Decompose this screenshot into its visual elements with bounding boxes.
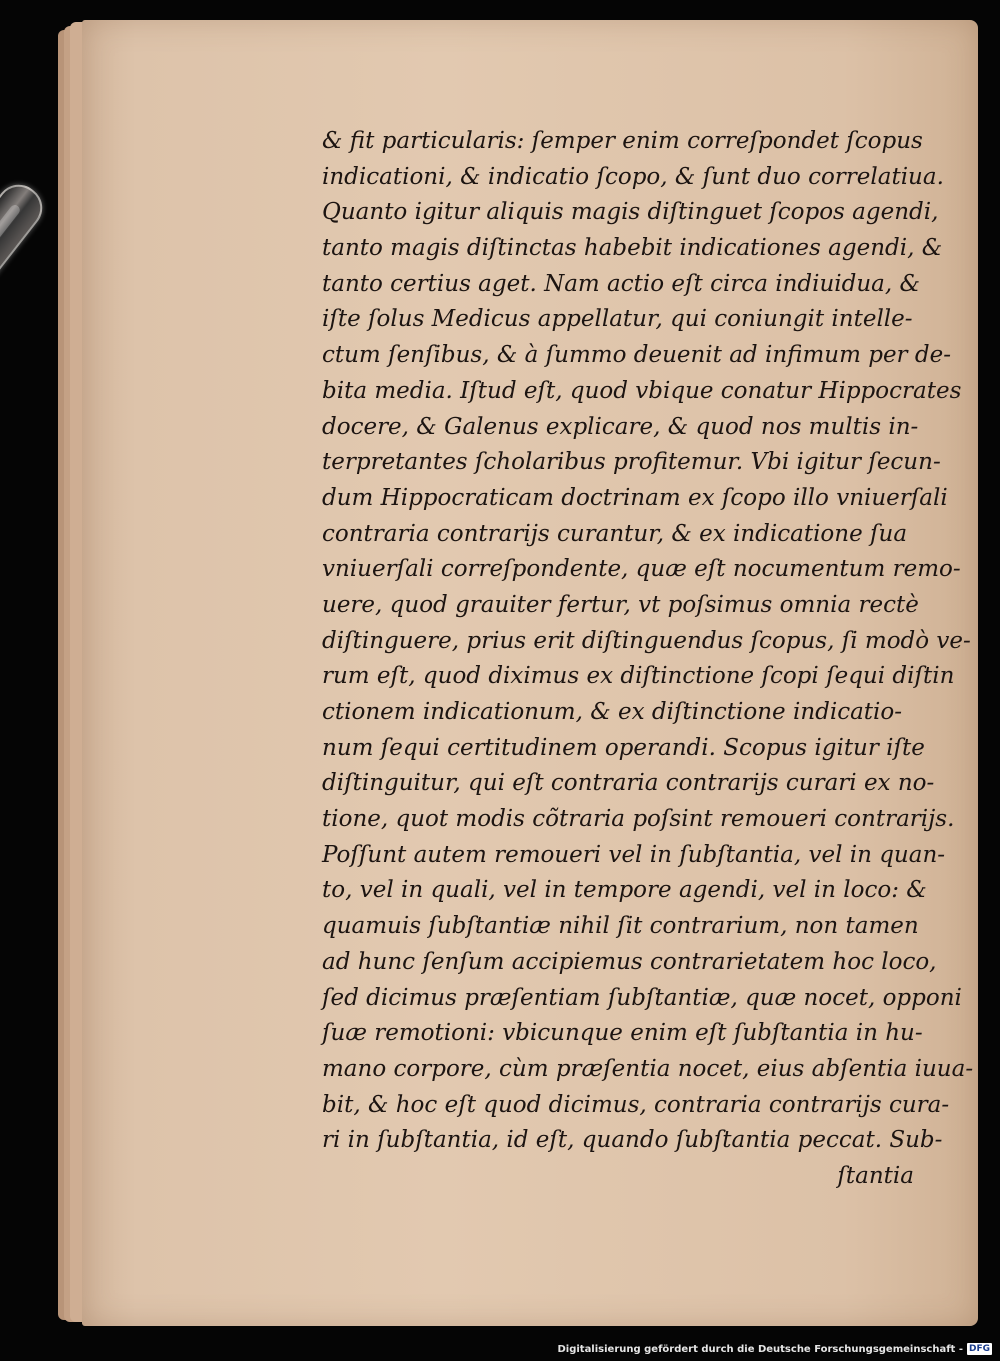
- text-line: tione, quot modis cõtraria poſsint remoueri contrarijs.: [322, 806, 955, 833]
- text-line: ri in ſubſtantia, id eſt, quando ſubſtantia peccat. Sub-: [322, 1127, 943, 1154]
- text-line: Poſſunt autem remoueri vel in ſubſtantia, vel in quan-: [322, 841, 946, 868]
- text-line: ctum ſenſibus, & à ſummo deuenit ad infimum per de-: [322, 342, 951, 369]
- page-text-block: [322, 124, 974, 1195]
- text-line: ctionem indicationum, & ex diſtinctione indicatio-: [322, 699, 903, 725]
- text-line: rum eſt, quod diximus ex diſtinctione ſcopi ſequi diſtin: [322, 663, 955, 690]
- dfg-logo: DFG: [968, 1344, 990, 1354]
- text-line: vniuerſali correſpondente, quæ eſt nocumentum remo-: [322, 556, 961, 583]
- text-line: Quanto igitur aliquis magis diſtinguet ſcopos agendi,: [322, 199, 939, 226]
- catchword: ſtantia: [837, 1162, 914, 1189]
- text-line: ad hunc ſenſum accipiemus contrarietatem hoc loco,: [322, 948, 937, 975]
- text-line: indicationi, & indicatio ſcopo, & ſunt duo correlatiua.: [322, 163, 944, 190]
- text-line: uere, quod grauiter fertur, vt poſsimus omnia rectè: [322, 591, 919, 618]
- text-line: diſtinguitur, qui eſt contraria contrarijs curari ex no-: [322, 770, 935, 797]
- text-line: num ſequi certitudinem operandi. Scopus igitur iſte: [322, 734, 925, 761]
- text-line: tanto magis diſtinctas habebit indicationes agendi, &: [322, 235, 943, 262]
- text-line: to, vel in quali, vel in tempore agendi, vel in loco: &: [322, 877, 927, 904]
- digitization-footer: [557, 1340, 992, 1358]
- text-line: bit, & hoc eſt quod dicimus, contraria contrarijs cura-: [322, 1091, 950, 1118]
- text-line: iſte ſolus Medicus appellatur, qui coniungit intelle-: [322, 306, 913, 333]
- text-line: tanto certius aget. Nam actio eſt circa indiuidua, &: [322, 270, 920, 297]
- glass-page-weight: [0, 176, 51, 404]
- text-line: mano corpore, cùm præſentia nocet, eius abſentia iuua-: [322, 1055, 974, 1082]
- text-line: ſuæ remotioni: vbicunque enim eſt ſubſtantia in hu-: [322, 1020, 923, 1047]
- text-line: contraria contrarijs curantur, & ex indicatione ſua: [322, 520, 908, 547]
- text-line: ſed dicimus præſentiam ſubſtantiæ, quæ nocet, opponi: [322, 984, 962, 1011]
- text-line: terpretantes ſcholaribus profitemur. Vbi igitur ſecun-: [322, 449, 941, 476]
- text-line: docere, & Galenus explicare, & quod nos multis in-: [322, 413, 919, 440]
- glass-highlight: [0, 203, 22, 375]
- text-line: diſtinguere, prius erit diſtinguendus ſcopus, ſi modò ve-: [322, 627, 971, 654]
- text-line: dum Hippocraticam doctrinam ex ſcopo illo vniuerſali: [322, 484, 948, 511]
- footer-credit-text: Digitalisierung gefördert durch die Deutsche Forschungsgemeinschaft -: [557, 1343, 963, 1355]
- text-line: & fit particularis: ſemper enim correſpondet ſcopus: [322, 128, 923, 154]
- text-line: quamuis ſubſtantiæ nihil ſit contrarium, non tamen: [322, 913, 919, 940]
- text-line: bita media. Iſtud eſt, quod vbique conatur Hippocrates: [322, 377, 962, 404]
